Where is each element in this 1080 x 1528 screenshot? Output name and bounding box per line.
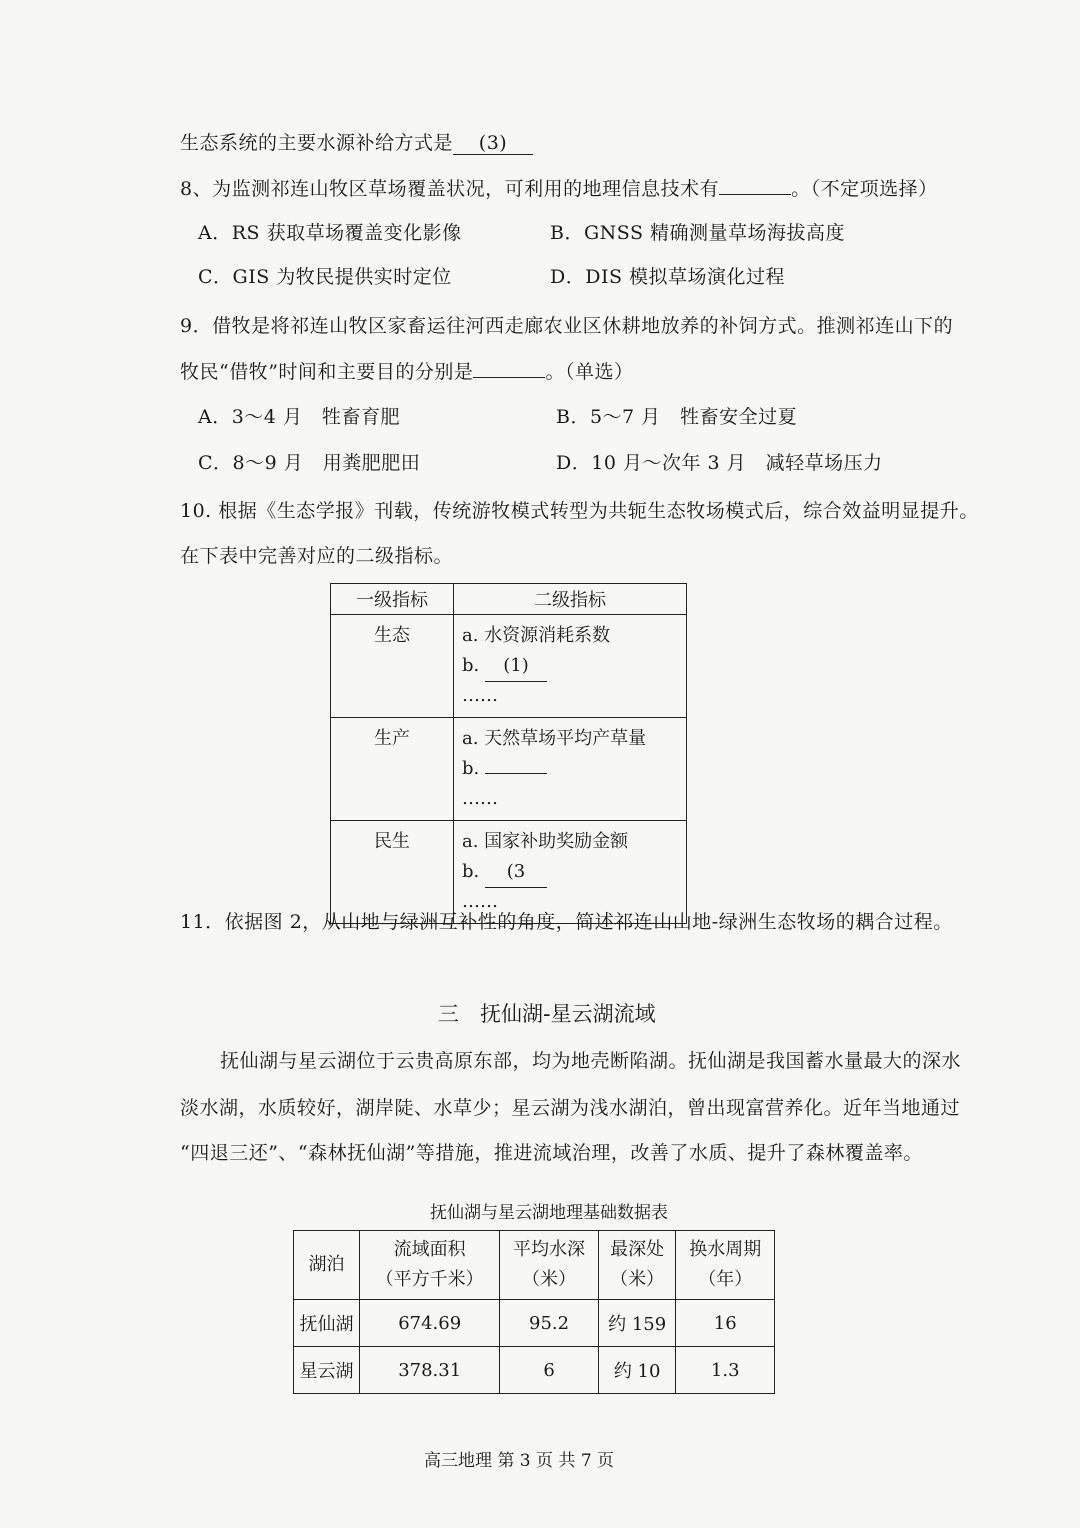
option-a[interactable]: A．3～4 月 牲畜育肥: [198, 406, 400, 428]
column-header: 流域面积 （平方千米）: [360, 1231, 500, 1300]
table-cell: 16: [676, 1300, 775, 1347]
indicator-table: [330, 583, 687, 924]
table-cell: 约 10: [598, 1347, 676, 1394]
page-footer: 高三地理 第 3 页 共 7 页: [424, 1451, 615, 1471]
column-header: 换水周期 （年）: [676, 1231, 775, 1300]
option-a[interactable]: A．RS 获取草场覆盖变化影像: [198, 222, 462, 244]
section-paragraph-line: “四退三还”、“森林抚仙湖”等措施，推进流域治理，改善了水质、提升了森林覆盖率。: [180, 1142, 923, 1164]
table-cell: 6: [500, 1347, 599, 1394]
option-b[interactable]: B．GNSS 精确测量草场海拔高度: [550, 222, 846, 244]
question-11: 11．依据图 2，从山地与绿洲互补性的角度，简述祁连山山地-绿洲生态牧场的耦合过程。: [180, 911, 953, 933]
answer-blank[interactable]: (1): [485, 651, 547, 682]
question-9-line2: 牧民“借牧”时间和主要目的分别是 。（单选）: [180, 361, 634, 383]
primary-indicator: 生产: [331, 718, 454, 821]
secondary-indicators: a. 国家补助奖励金额 b. (3 ……: [454, 821, 687, 924]
primary-indicator: 民生: [331, 821, 454, 924]
table-cell: 星云湖: [294, 1347, 360, 1394]
table-header-row: [294, 1231, 775, 1300]
table-cell: 95.2: [500, 1300, 599, 1347]
table-cell: 378.31: [360, 1347, 500, 1394]
answer-blank[interactable]: (3: [485, 857, 547, 888]
table-row: [331, 615, 687, 718]
question-10-line1: 10. 根据《生态学报》刊载，传统游牧模式转型为共轭生态牧场模式后，综合效益明显提升。: [180, 500, 979, 522]
secondary-indicators: a. 天然草场平均产草量 b. ……: [454, 718, 687, 821]
table-header-row: [331, 584, 687, 615]
answer-blank[interactable]: (3): [453, 132, 533, 155]
question-10-line2: 在下表中完善对应的二级指标。: [180, 545, 454, 567]
option-b[interactable]: B．5～7 月 牲畜安全过夏: [556, 406, 798, 428]
question-9-line1: 9．借牧是将祁连山牧区家畜运往河西走廊农业区休耕地放养的补饲方式。推测祁连山下的: [180, 315, 954, 337]
column-header: 一级指标: [331, 584, 454, 615]
primary-indicator: 生态: [331, 615, 454, 718]
option-d[interactable]: D．10 月～次年 3 月 减轻草场压力: [556, 452, 883, 474]
answer-blank[interactable]: [719, 194, 791, 195]
option-d[interactable]: D．DIS 模拟草场演化过程: [550, 266, 786, 288]
table-cell: 抚仙湖: [294, 1300, 360, 1347]
answer-blank[interactable]: [485, 773, 547, 774]
table-row: [331, 718, 687, 821]
column-header: 二级指标: [454, 584, 687, 615]
question-8-stem: 8、为监测祁连山牧区草场覆盖状况，可利用的地理信息技术有 。（不定项选择）: [180, 178, 938, 200]
option-c[interactable]: C．GIS 为牧民提供实时定位: [198, 266, 452, 288]
section-title: 三 抚仙湖-星云湖流域: [438, 1002, 656, 1026]
table-row: [294, 1347, 775, 1394]
table-cell: 674.69: [360, 1300, 500, 1347]
table-row: [294, 1300, 775, 1347]
table-caption: 抚仙湖与星云湖地理基础数据表: [430, 1203, 668, 1223]
option-c[interactable]: C．8～9 月 用粪肥肥田: [198, 452, 421, 474]
secondary-indicators: a. 水资源消耗系数 b. (1) ……: [454, 615, 687, 718]
table-cell: 1.3: [676, 1347, 775, 1394]
table-cell: 约 159: [598, 1300, 676, 1347]
answer-blank[interactable]: [473, 377, 545, 378]
lake-data-table: [293, 1230, 775, 1394]
column-header: 最深处 （米）: [598, 1231, 676, 1300]
section-paragraph-line: 抚仙湖与星云湖位于云贵高原东部，均为地壳断陷湖。抚仙湖是我国蓄水量最大的深水: [220, 1050, 962, 1072]
section-paragraph-line: 淡水湖，水质较好，湖岸陡、水草少；星云湖为浅水湖泊，曾出现富营养化。近年当地通过: [180, 1097, 961, 1119]
column-header: 湖泊: [294, 1231, 360, 1300]
intro-line: 生态系统的主要水源补给方式是 (3): [180, 128, 533, 155]
column-header: 平均水深 （米）: [500, 1231, 599, 1300]
